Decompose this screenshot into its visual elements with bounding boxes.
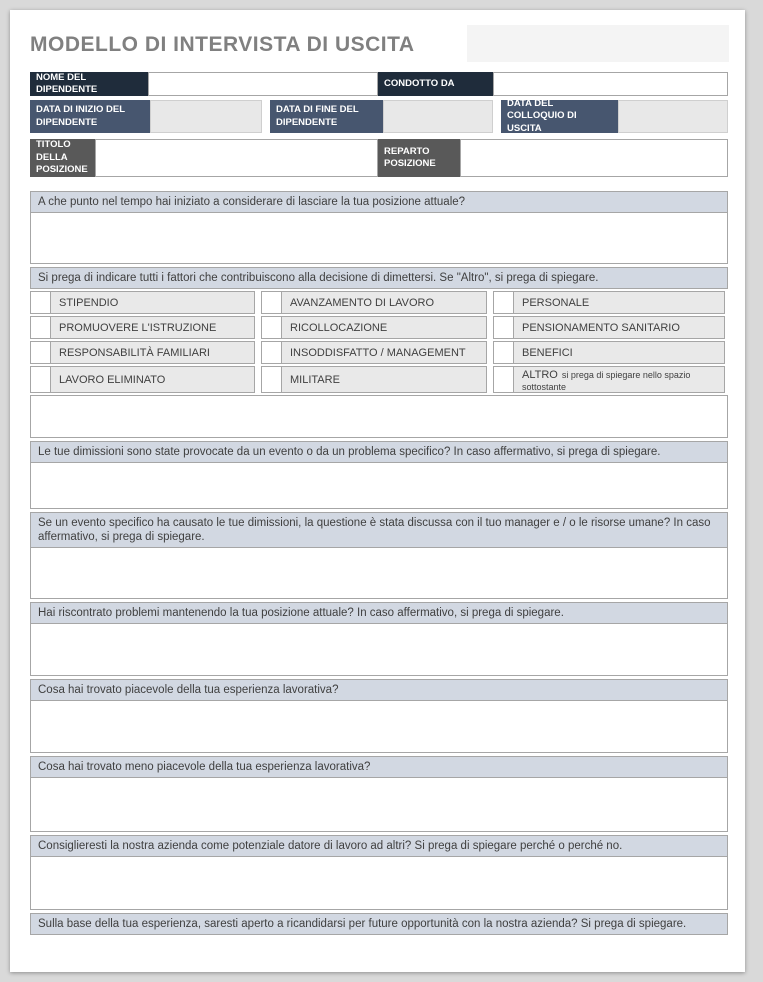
question-5-header: Hai riscontrato problemi mantenendo la tua posizione attuale? In caso affermativo, si prega di spiegare. <box>30 602 728 624</box>
info-row-name <box>30 72 728 96</box>
question-3-header: Le tue dimissioni sono state provocate da un evento o da un problema specifico? In caso affermativo, si prega di spiegare. <box>30 441 728 463</box>
document-page <box>10 10 745 972</box>
question-9-header: Sulla base della tua esperienza, saresti aperto a ricandidarsi per future opportunità con la nostra azienda? Si prega di spiegare. <box>30 913 728 935</box>
page-content <box>30 10 728 935</box>
question-8-answer-input[interactable] <box>30 856 728 910</box>
question-7-section <box>30 756 728 832</box>
checkbox-pensionamento-sanitario[interactable] <box>493 316 514 339</box>
employee-name-field[interactable] <box>148 72 378 96</box>
checkbox-lavoro-eliminato[interactable] <box>30 366 51 393</box>
question-5-section <box>30 602 728 676</box>
factor-label-lavoro-eliminato: LAVORO ELIMINATO <box>50 366 255 393</box>
altro-label: ALTRO <box>522 369 558 381</box>
checkbox-personale[interactable] <box>493 291 514 314</box>
question-7-answer-input[interactable] <box>30 777 728 832</box>
question-6-section <box>30 679 728 753</box>
factors-row-2 <box>30 316 728 339</box>
question-3-answer-input[interactable] <box>30 462 728 509</box>
employee-info-table <box>30 72 728 177</box>
conducted-by-label: CONDOTTO DA <box>378 72 493 96</box>
question-1-header: A che punto nel tempo hai iniziato a considerare di lasciare la tua posizione attuale? <box>30 191 728 213</box>
checkbox-benefici[interactable] <box>493 341 514 364</box>
question-4-header: Se un evento specifico ha causato le tue dimissioni, la questione è stata discussa con il tuo manager e / o le risorse umane? In caso affermativo, si prega di spiegare. <box>30 512 728 548</box>
spacer <box>493 100 501 133</box>
question-3-section <box>30 441 728 509</box>
factor-label-stipendio: STIPENDIO <box>50 291 255 314</box>
factor-label-responsabilita-familiari: RESPONSABILITÀ FAMILIARI <box>50 341 255 364</box>
question-4-section <box>30 512 728 599</box>
checkbox-ricollocazione[interactable] <box>261 316 282 339</box>
question-6-answer-input[interactable] <box>30 700 728 753</box>
question-1-section <box>30 191 728 264</box>
checkbox-insoddisfatto-management[interactable] <box>261 341 282 364</box>
checkbox-responsabilita-familiari[interactable] <box>30 341 51 364</box>
factors-section <box>30 267 728 438</box>
factors-header: Si prega di indicare tutti i fattori che contribuiscono alla decisione di dimettersi. Se "Altro", si prega di spiegare. <box>30 267 728 289</box>
factor-label-altro <box>513 366 725 393</box>
info-row-dates <box>30 97 728 134</box>
factors-row-1 <box>30 291 728 314</box>
factors-row-3 <box>30 341 728 364</box>
factors-other-answer-input[interactable] <box>30 395 728 438</box>
question-8-section <box>30 835 728 910</box>
question-8-header: Consiglieresti la nostra azienda come potenziale datore di lavoro ad altri? Si prega di spiegare perché o perché no. <box>30 835 728 857</box>
info-row-position <box>30 139 728 177</box>
checkbox-altro[interactable] <box>493 366 514 393</box>
start-date-field[interactable] <box>150 100 262 133</box>
conducted-by-field[interactable] <box>493 72 728 96</box>
spacer <box>262 100 270 133</box>
question-7-header: Cosa hai trovato meno piacevole della tua esperienza lavorativa? <box>30 756 728 778</box>
end-date-label: DATA DI FINE DEL DIPENDENTE <box>270 100 383 133</box>
end-date-field[interactable] <box>383 100 493 133</box>
factor-label-benefici: BENEFICI <box>513 341 725 364</box>
question-9-section <box>30 913 728 935</box>
question-5-answer-input[interactable] <box>30 623 728 676</box>
interview-date-field[interactable] <box>618 100 728 133</box>
factors-row-4 <box>30 366 728 393</box>
factor-label-avanzamento-di-lavoro: AVANZAMENTO DI LAVORO <box>281 291 487 314</box>
checkbox-stipendio[interactable] <box>30 291 51 314</box>
factor-label-ricollocazione: RICOLLOCAZIONE <box>281 316 487 339</box>
factor-label-pensionamento-sanitario: PENSIONAMENTO SANITARIO <box>513 316 725 339</box>
factor-label-promuovere-istruzione: PROMUOVERE L'ISTRUZIONE <box>50 316 255 339</box>
employee-name-label: NOME DEL DIPENDENTE <box>30 72 148 96</box>
interview-date-label: DATA DEL COLLOQUIO DI USCITA <box>501 100 618 133</box>
factor-label-militare: MILITARE <box>281 366 487 393</box>
question-4-answer-input[interactable] <box>30 547 728 599</box>
job-title-field[interactable] <box>95 139 378 177</box>
question-6-header: Cosa hai trovato piacevole della tua esperienza lavorativa? <box>30 679 728 701</box>
department-label: REPARTO POSIZIONE <box>378 139 460 177</box>
checkbox-promuovere-istruzione[interactable] <box>30 316 51 339</box>
department-field[interactable] <box>460 139 728 177</box>
page-title: MODELLO DI INTERVISTA DI USCITA <box>30 33 415 56</box>
start-date-label: DATA DI INIZIO DEL DIPENDENTE <box>30 100 150 133</box>
question-1-answer-input[interactable] <box>30 212 728 264</box>
altro-note: si prega di spiegare nello spazio sottostante <box>522 370 691 392</box>
factor-label-personale: PERSONALE <box>513 291 725 314</box>
checkbox-militare[interactable] <box>261 366 282 393</box>
job-title-label: TITOLO DELLA POSIZIONE <box>30 139 95 177</box>
checkbox-avanzamento-di-lavoro[interactable] <box>261 291 282 314</box>
factor-label-insoddisfatto-management: INSODDISFATTO / MANAGEMENT <box>281 341 487 364</box>
